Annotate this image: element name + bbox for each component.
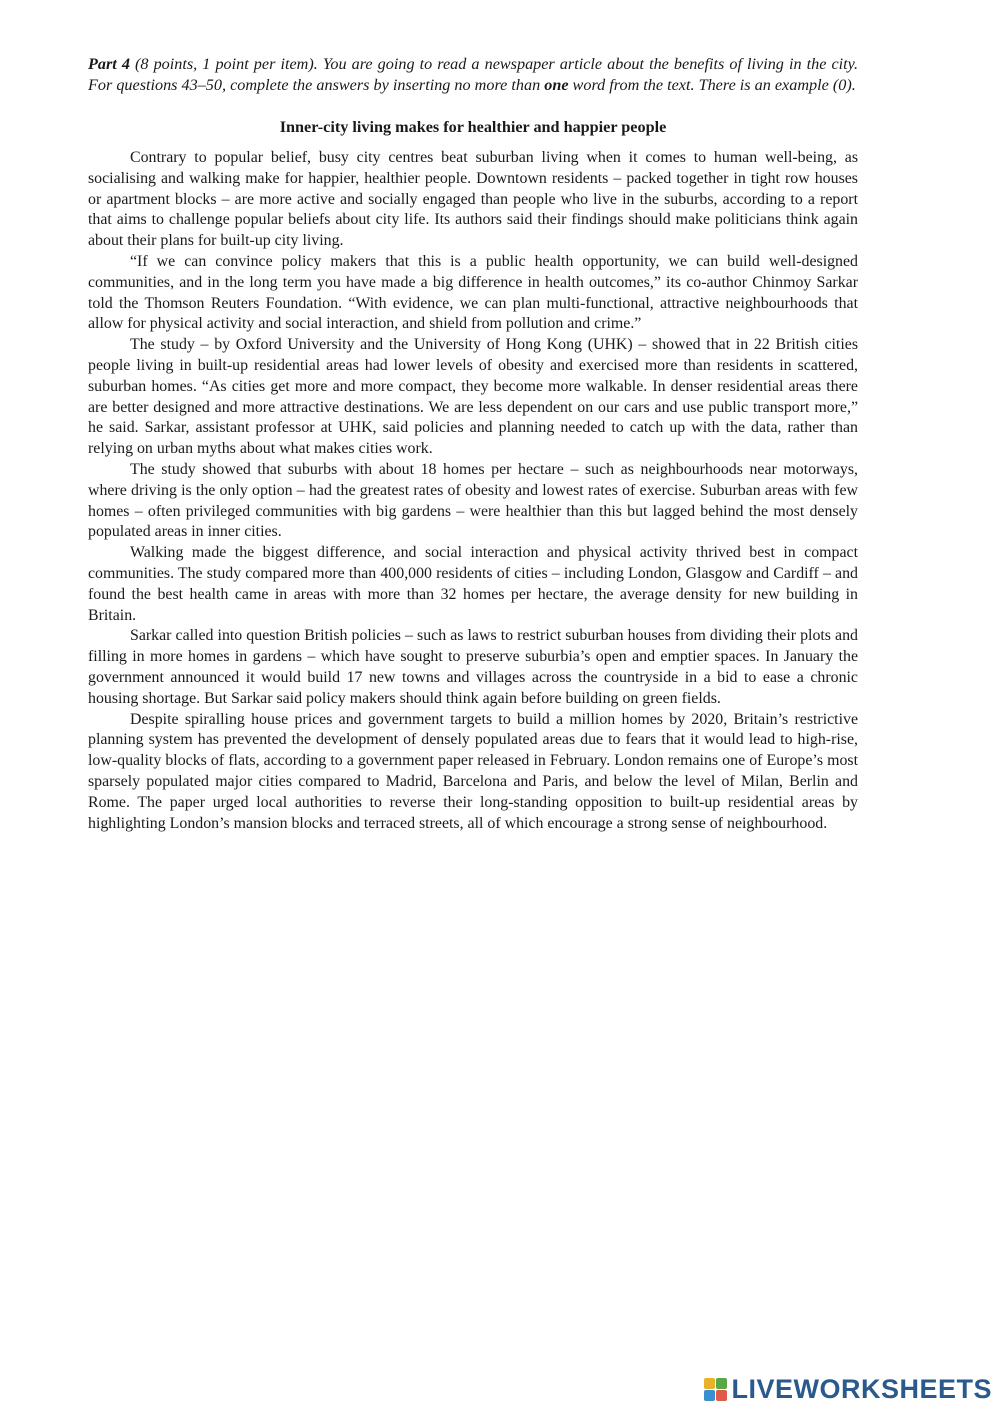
logo-square xyxy=(716,1378,727,1389)
worksheet-page xyxy=(88,54,858,834)
article-body xyxy=(88,148,858,834)
article-paragraph: The study showed that suburbs with about 18 homes per hectare – such as neighbourhoods near motorways, where driving is the only option – had the greatest rates of obesity and lowest rates of exercise. Suburban areas with few homes – often privileged communities with big gardens – were healthier than this but lagged behind the most densely populated areas in inner cities. xyxy=(88,460,858,541)
instructions-emphasis: one xyxy=(544,76,569,94)
logo-square xyxy=(716,1390,727,1401)
article-title: Inner-city living makes for healthier and happier people xyxy=(279,118,667,136)
logo-square xyxy=(704,1390,715,1401)
liveworksheets-wordmark: LIVEWORKSHEETS xyxy=(731,1374,992,1404)
article-paragraph: Despite spiralling house prices and government targets to build a million homes by 2020, Britain’s restrictive planning system has prevented the development of densely populated areas due to fears that it would lead to high-rise, low-quality blocks of flats, according to a government paper released in February. London remains one of Europe’s most sparsely populated major cities compared to Madrid, Barcelona and Paris, and below the level of Milan, Berlin and Rome. The paper urged local authorities to reverse their long-standing opposition to built-up residential areas by highlighting London’s mansion blocks and terraced streets, all of which encourage a strong sense of neighbourhood. xyxy=(88,710,858,832)
instructions-text-after: word from the text. There is an example (0). xyxy=(568,76,856,94)
logo-square xyxy=(704,1378,715,1389)
article-paragraph: Sarkar called into question British policies – such as laws to restrict suburban houses from dividing their plots and filling in more homes in gardens – which have sought to preserve suburbia’s open and emptier spaces. In January the government announced it would build 17 new towns and villages across the countryside in a bid to ease a chronic housing shortage. But Sarkar said policy makers should think again before building on green fields. xyxy=(88,627,858,707)
instructions-text-before: (8 points, 1 point per item). You are going to read a newspaper article about the benefits of living in the city. For questions 43–50, complete the answers by inserting no more than xyxy=(88,55,858,94)
liveworksheets-branding xyxy=(704,1374,992,1405)
article-paragraph: The study – by Oxford University and the University of Hong Kong (UHK) – showed that in 22 British cities people living in built-up residential areas had lower levels of obesity and exercised more than residents in scattered, suburban homes. “As cities get more and more compact, they become more walkable. In denser residential areas there are better designed and more attractive destinations. We are less dependent on our cars and use public transport more,” he said. Sarkar, assistant professor at UHK, said policies and planning needed to catch up with the data, rather than relying on urban myths about what makes cities work. xyxy=(88,336,858,458)
article-paragraph: Walking made the biggest difference, and social interaction and physical activity thrived best in compact communities. The study compared more than 400,000 residents of cities – including London, Glasgow and Cardiff – and found the best health came in areas with more than 32 homes per hectare, the average density for new building in Britain. xyxy=(88,544,858,624)
task-instructions xyxy=(88,54,858,96)
article-paragraph: “If we can convince policy makers that this is a public health opportunity, we can build well-designed communities, and in the long term you have made a big difference in health outcomes,” its co-author Chinmoy Sarkar told the Thomson Reuters Foundation. “With evidence, we can plan multi-functional, attractive neighbourhoods that allow for physical activity and social interaction, and shield from pollution and crime.” xyxy=(88,252,858,333)
article-paragraph: Contrary to popular belief, busy city centres beat suburban living when it comes to human well-being, as socialising and walking make for happier, healthier people. Downtown residents – packed together in tight row houses or apartment blocks – are more active and socially engaged than people who live in the suburbs, according to a report that aims to challenge popular beliefs about city life. Its authors said their findings should make politicians think again about their plans for built-up city living. xyxy=(88,149,858,250)
liveworksheets-logo-icon xyxy=(704,1378,727,1401)
part-label: Part 4 xyxy=(88,55,130,73)
